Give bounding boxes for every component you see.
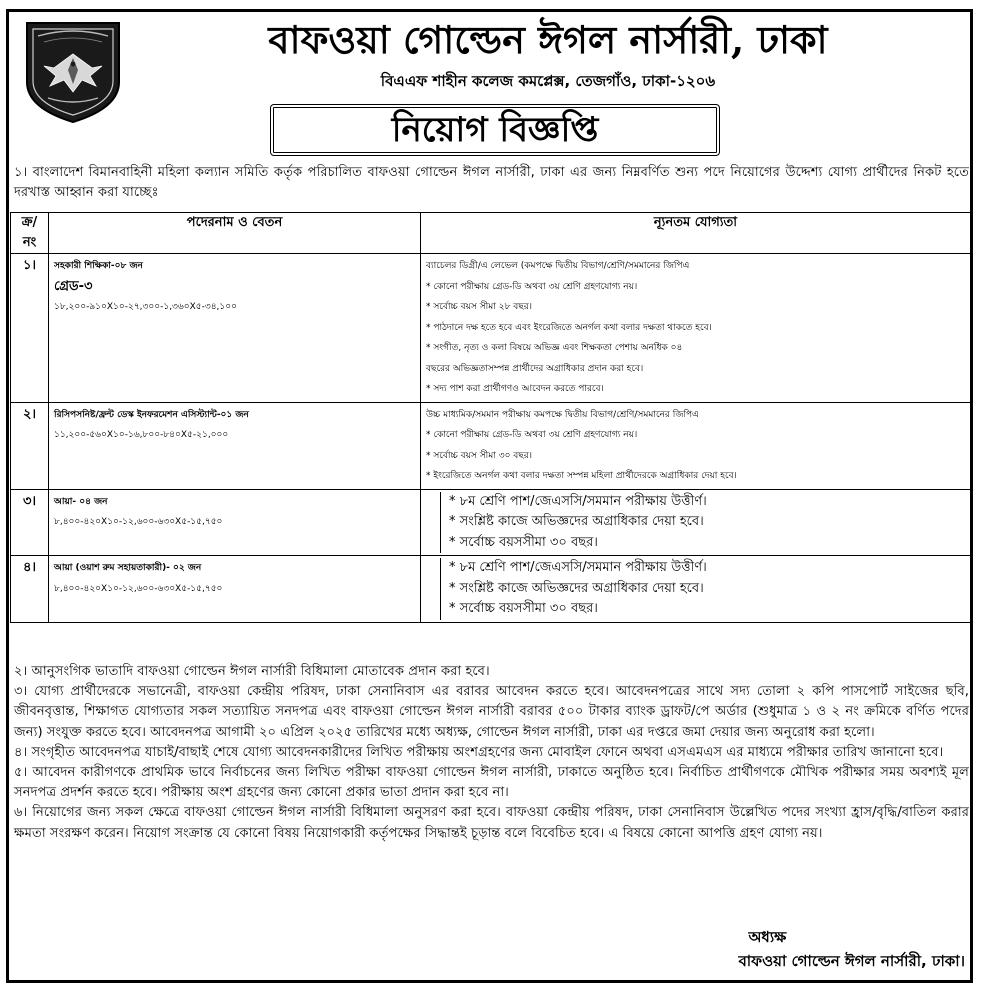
qualification-line: * সদ্য পাশ করা প্রার্থীগণও আবেদন করতে পারবে। <box>426 384 604 394</box>
row-serial: ৩। <box>11 489 49 556</box>
post-title: রিসিপসনিষ্ট/ফ্রন্ট ডেস্ক ইনফরমেশন এসিস্ট্যান্ট-০১ জন <box>54 409 249 420</box>
signatory-institution: বাফওয়া গোল্ডেন ঈগল নার্সারী, ঢাকা। <box>738 952 965 970</box>
qualification-line: * কোনো পরীক্ষায় গ্রেড-ডি অথবা ৩য় শ্রেণি গ্রহণযোগ্য নয়। <box>426 281 638 292</box>
eagle-crest-logo-icon <box>24 20 122 124</box>
header-post: পদেরনাম ও বেতন <box>49 213 421 254</box>
qualification-line: * সর্বোচ্চ বয়স সীমা ২৮ বছর। <box>426 302 532 312</box>
terms-section <box>14 662 969 844</box>
row-qualification-cell <box>421 402 971 489</box>
post-title: আয়া (ওয়াশ রুম সহায়তাকারী)- ০২ জন <box>54 563 202 573</box>
term-5: ৫। আবেদন কারীগণকে প্রাথমিক ভাবে নির্বাচনের জন্য লিখিত পরীক্ষা বাফওয়া গোল্ডেন ঈগল নার্সারী, ঢাকাতে অনুষ্ঠিত হবে। নির্বাচিত প্রার্থীগণকে মৌখিক পরীক্ষার সময় অবশ্যই মূল সনদপত্র প্রদর্শন করতে হবে। পরীক্ষায় অংশ গ্রহণের জন্য কোনো প্রকার ভাতা প্রদান করা হবে না। <box>14 765 969 801</box>
row-serial: ৪। <box>11 556 49 623</box>
post-grade: গ্রেড-৩ <box>54 278 93 294</box>
row-serial: ২। <box>11 402 49 489</box>
pay-scale: ৮,৪০০-৪২০X১০-১২,৬০০-৬৩০X৫-১৫,৭৫০ <box>54 517 223 527</box>
term-4: ৪। সংগৃহীত আবেদনপত্র যাচাই/বাছাই শেষে যোগ্য আবেদনকারীদের লিখিত পরীক্ষায় অংশগ্রহণের জন্য মোবাইল ফোনে অথবা এসএমএস এর মাধ্যমে পরীক্ষার তারিখ জানানো হবে। <box>14 744 944 760</box>
qualification-list <box>440 492 965 554</box>
table-header-row <box>11 213 971 254</box>
post-title: সহকারী শিক্ষিকা-০৮ জন <box>54 261 143 271</box>
pay-scale: ১৮,২০০-৯১০X১০-২৭,৩০০-১,৩৬০X৫-৩৪,১০০ <box>54 302 237 312</box>
qualification-line: * কোনো পরীক্ষায় গ্রেড-ডি অথবা ৩য় শ্রেণি গ্রহণযোগ্য নয়। <box>426 430 638 440</box>
row-qualification-cell <box>421 489 971 556</box>
qualification-line: * ইংরেজিতে অনর্গল কথা বলার দক্ষতা সম্পন্ন মহিলা প্রার্থীদেরকে অগ্রাধিকার দেয়া হবে। <box>426 471 737 481</box>
qualification-line: বছরের অভিজ্ঞতাসম্পন্ন প্রার্থীদের অগ্রাধিকার প্রদান করা হবে। <box>426 363 644 374</box>
row-qualification-cell <box>421 556 971 623</box>
row-post-cell <box>49 254 421 403</box>
qualification-line: * ৮ম শ্রেণি পাশ/জেএসসি/সমমান পরীক্ষায় উত্তীর্ণ। <box>449 493 707 509</box>
intro-paragraph: ১। বাংলাদেশ বিমানবাহিনী মহিলা কল্যান সমিতি কর্তৃক পরিচালিত বাফওয়া গোল্ডেন ঈগল নার্সারী, ঢাকা এর জন্য নিম্নবর্ণিত শুন্য পদে নিয়োগের উদ্দেশ্য যোগ্য প্রার্থীদের নিকট হতে দরখাস্ত আহ্বান করা যাচ্ছেঃ <box>14 165 969 200</box>
table-row <box>11 556 971 623</box>
qualification-line: * সংশ্লিষ্ট কাজে অভিজ্ঞদের অগ্রাধিকার দেয়া হবে। <box>449 514 704 529</box>
qualification-line: * সর্বোচ্চ বয়সসীমা ৩০ বছর। <box>449 534 598 550</box>
qualification-line: * পাঠদানে দক্ষ হতে হবে এবং ইংরেজিতে অনর্গল কথা বলার দক্ষতা থাকতে হবে। <box>426 322 712 333</box>
qualification-list <box>426 256 965 400</box>
table-row <box>11 254 971 403</box>
signature-block <box>738 925 965 973</box>
qualification-list <box>440 558 965 620</box>
table-row <box>11 402 971 489</box>
row-post-cell <box>49 489 421 556</box>
job-rows <box>11 254 971 623</box>
row-qualification-cell <box>421 254 971 403</box>
header-qualification: ন্যূনতম যোগ্যতা <box>421 213 971 254</box>
qualification-line: * সর্বোচ্চ বয়স সীমা ৩০ বছর। <box>426 450 532 461</box>
table-row <box>11 489 971 556</box>
qualification-line: * সর্বোচ্চ বয়সসীমা ৩০ বছর। <box>449 601 598 616</box>
term-3: ৩। যোগ্য প্রার্থীদেরকে সভানেত্রী, বাফওয়া কেন্দ্রীয় পরিষদ, ঢাকা সেনানিবাস এর বরাবর আবেদন করতে হবে। আবেদনপত্রের সাথে সদ্য তোলা ২ কপি পাসপোর্ট সাইজের ছবি, জীবনবৃত্তান্ত, শিক্ষাগত যোগ্যতার সকল সত্যায়িত সনদপত্র এবং বাফওয়া গোল্ডেন ঈগল নার্সারী বরাবর ৫০০ টাকার ব্যাংক ড্রাফট/পে অর্ডার (শুধুমাত্র ১ ও ২ নং ক্রমিকে বর্ণিত পদের জন্য) সংযুক্ত করতে হবে। আবেদনপত্র আগামী ২০ এপ্রিল ২০২৫ তারিখের মধ্যে অধ্যক্ষ, গোল্ডেন ঈগল নার্সারী, ঢাকা এর দপ্তরে জমা দেয়ার জন্য অনুরোধ করা হলো। <box>14 684 969 740</box>
qualification-line: * সংশ্লিষ্ট কাজে অভিজ্ঞদের অগ্রাধিকার দেয়া হবে। <box>449 580 704 596</box>
row-serial: ১। <box>11 254 49 403</box>
qualification-line: * সংগীত, নৃত্য ও কলা বিষয়ে অভিজ্ঞ এবং শিক্ষকতা পেশায় অনধিক ০৪ <box>426 343 683 353</box>
pay-scale: ১১,২০০-৫৬০X১০-১৬,৮০০-৮৪০X৫-২১,০০০ <box>54 430 229 440</box>
signatory-designation: অধ্যক্ষ <box>748 928 787 946</box>
term-6: ৬। নিয়োগের জন্য সকল ক্ষেত্রে বাফওয়া গোল্ডেন ঈগল নার্সারী বিধিমালা অনুসরণ করা হবে। বাফওয়া কেন্দ্রীয় পরিষদ, ঢাকা সেনানিবাস উল্লেখিত পদের সংখ্যা হ্রাস/বৃদ্ধি/বাতিল করার ক্ষমতা সংরক্ষণ করেন। নিয়োগ সংক্রান্ত যে কোনো বিষয় নিয়োগকারী কর্তৃপক্ষের সিদ্ধান্তই চূড়ান্ত বলে বিবেচিত হবে। এ বিষয়ে কোনো আপত্তি গ্রহণ যোগ্য নয়। <box>14 805 969 841</box>
qualification-line: ব্যাচেলর ডিগ্রী/এ লেভেল (কমপক্ষে দ্বিতীয় বিভাগ/শ্রেণি/সমমানের জিপিএ <box>426 261 690 271</box>
job-table <box>10 212 971 623</box>
school-address: বিএএফ শাহীন কলেজ কমপ্লেক্স, তেজগাঁও, ঢাকা-১২০৬ <box>380 72 716 90</box>
school-name: বাফওয়া গোল্ডেন ঈগল নার্সারী, ঢাকা <box>268 17 828 62</box>
header-serial: ক্র/নং <box>11 213 49 254</box>
qualification-line: উচ্চ মাধ্যমিক/সমমান পরীক্ষায় কমপক্ষে দ্বিতীয় বিভাগ/শ্রেণি/সমমানের জিপিএ <box>426 409 699 420</box>
post-title: আয়া- ০৪ জন <box>54 496 108 507</box>
pay-scale: ৮,৪০০-৪২০X১০-১২,৬০০-৬৩০X৫-১৫,৭৫০ <box>54 583 223 594</box>
row-post-cell <box>49 556 421 623</box>
qualification-line: * ৮ম শ্রেণি পাশ/জেএসসি/সমমান পরীক্ষায় উত্তীর্ণ। <box>449 560 707 575</box>
row-post-cell <box>49 402 421 489</box>
notice-title: নিয়োগ বিজ্ঞপ্তি <box>270 104 720 156</box>
qualification-list <box>426 405 965 487</box>
term-2: ২। আনুসংগিক ভাতাদি বাফওয়া গোল্ডেন ঈগল নার্সারী বিধিমালা মোতাবেক প্রদান করা হবে। <box>14 664 490 679</box>
